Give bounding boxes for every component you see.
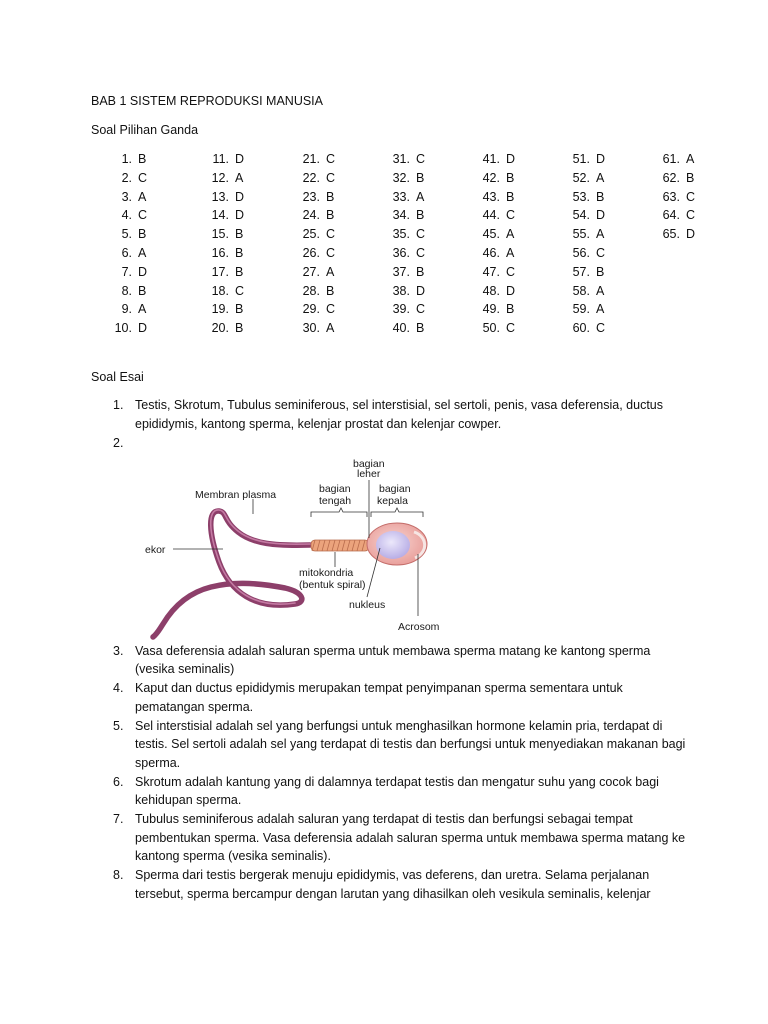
mc-answer-letter: C: [326, 170, 336, 185]
mc-answer-row: [294, 150, 335, 169]
mc-answer-row: [474, 206, 515, 225]
essay-item-number: 4.: [113, 681, 124, 695]
mc-answer-letter: C: [596, 321, 606, 336]
mc-question-number: 13.: [211, 189, 229, 204]
mc-answer-row: [294, 282, 335, 301]
mc-answer-letter: A: [596, 170, 605, 185]
mc-question-number: 42.: [482, 170, 500, 185]
mc-answer-letter: C: [138, 208, 148, 223]
mc-question-number: 64.: [662, 208, 680, 223]
chapter-title: BAB 1 SISTEM REPRODUKSI MANUSIA: [91, 94, 323, 108]
sperm-tail: [153, 511, 310, 637]
mc-answer-letter: B: [416, 170, 425, 185]
mc-answer-row: [564, 150, 605, 169]
mc-answer-letter: D: [138, 321, 148, 336]
mc-question-number: 16.: [211, 245, 229, 260]
mc-answer-row: [654, 169, 695, 188]
mc-answer-row: [384, 206, 425, 225]
mc-answer-row: [203, 169, 244, 188]
mc-question-number: 5.: [121, 227, 132, 242]
bracket-kepala: [371, 508, 423, 517]
mc-answer-letter: A: [506, 227, 515, 242]
mc-answer-row: [294, 225, 335, 244]
mc-question-number: 33.: [392, 189, 410, 204]
mc-question-number: 17.: [211, 264, 229, 279]
essay-item-text: Sel interstisial adalah sel yang berfungsi untuk menghasilkan hormone kelamin pria, terdapat di testis. Sel sertoli adalah sel yang terdapat di testis dan berfungsi untuk menyediakan makanan bagi sperma.: [135, 718, 686, 770]
mc-column-4: [384, 150, 425, 338]
label-bagian-leher-1: bagian: [353, 458, 385, 470]
mc-answer-letter: D: [235, 208, 245, 223]
mc-answer-row: [112, 169, 147, 188]
mc-answer-letter: B: [235, 264, 244, 279]
mc-answer-letter: A: [138, 189, 147, 204]
mc-answer-row: [294, 206, 335, 225]
mc-answer-row: [384, 188, 425, 207]
essay-item-number: 8.: [113, 868, 124, 882]
mc-answer-letter: C: [416, 302, 426, 317]
mc-answer-row: [112, 225, 147, 244]
mc-question-number: 54.: [572, 208, 590, 223]
mc-answer-letter: B: [235, 245, 244, 260]
mc-answer-row: [384, 150, 425, 169]
mc-answer-letter: C: [326, 302, 336, 317]
mc-question-number: 47.: [482, 264, 500, 279]
mc-question-number: 53.: [572, 189, 590, 204]
mc-answer-row: [203, 300, 244, 319]
essay-item-number: 6.: [113, 774, 124, 789]
mc-question-number: 65.: [662, 227, 680, 242]
essay-heading: Soal Esai: [91, 370, 144, 384]
mc-question-number: 35.: [392, 227, 410, 242]
mc-question-number: 11.: [212, 152, 229, 166]
mc-answer-letter: C: [506, 264, 516, 279]
mc-question-number: 44.: [482, 208, 500, 223]
mc-answer-letter: C: [686, 189, 696, 204]
mc-answer-letter: D: [506, 283, 516, 298]
mc-question-number: 58.: [572, 283, 590, 298]
mc-question-number: 41.: [482, 152, 500, 166]
mc-answer-letter: A: [596, 227, 605, 242]
mc-answer-row: [474, 300, 515, 319]
mc-question-number: 60.: [572, 321, 590, 336]
mc-question-number: 7.: [121, 264, 132, 279]
essay-item-number: 2.: [113, 435, 124, 450]
mc-answer-row: [564, 319, 605, 338]
essay-item-6: [91, 773, 691, 811]
mc-heading: Soal Pilihan Ganda: [91, 123, 199, 137]
label-bagian-leher-2: leher: [357, 468, 381, 480]
mc-answer-row: [112, 282, 147, 301]
mc-answer-row: [203, 206, 244, 225]
essay-item-3: [91, 642, 691, 680]
mc-answer-letter: C: [416, 227, 426, 242]
mc-question-number: 34.: [392, 208, 410, 223]
mc-answer-row: [654, 206, 695, 225]
mc-answer-letter: B: [596, 264, 605, 279]
mc-answer-letter: C: [506, 321, 516, 336]
mc-question-number: 45.: [482, 227, 500, 242]
mc-question-number: 39.: [392, 302, 410, 317]
label-nukleus: nukleus: [349, 599, 386, 611]
mc-answer-letter: B: [235, 302, 244, 317]
mc-answer-row: [474, 263, 515, 282]
mc-answer-row: [564, 169, 605, 188]
mc-answer-row: [474, 244, 515, 263]
mc-answer-letter: B: [326, 189, 335, 204]
mc-answer-row: [654, 188, 695, 207]
mc-answer-row: [203, 188, 244, 207]
mc-answer-row: [112, 150, 147, 169]
mc-question-number: 6.: [121, 245, 132, 260]
mc-column-5: [474, 150, 515, 338]
label-mitokondria-1: mitokondria: [299, 567, 354, 579]
mc-answer-row: [112, 319, 147, 338]
mc-answer-row: [203, 263, 244, 282]
mc-question-number: 40.: [392, 321, 410, 336]
mc-question-number: 21.: [302, 152, 320, 166]
mc-question-number: 30.: [302, 321, 320, 336]
mc-answer-letter: A: [326, 264, 335, 279]
essay-item-text: Vasa deferensia adalah saluran sperma untuk membawa sperma matang ke kantong sperma (vesika seminalis): [135, 643, 651, 677]
mc-question-number: 14.: [211, 208, 229, 223]
essay-item-number: 7.: [113, 812, 124, 826]
mc-answer-letter: B: [326, 283, 335, 298]
mc-answer-letter: D: [235, 152, 245, 166]
mc-answer-letter: B: [326, 208, 335, 223]
mc-answer-row: [112, 300, 147, 319]
mc-answer-row: [112, 244, 147, 263]
bracket-tengah: [311, 508, 367, 517]
mc-answer-letter: B: [416, 264, 425, 279]
mc-question-number: 3.: [121, 189, 132, 204]
essay-item-1: [91, 396, 691, 434]
mc-question-number: 49.: [482, 302, 500, 317]
mc-question-number: 37.: [392, 264, 410, 279]
essay-item-text: Testis, Skrotum, Tubulus seminiferous, sel interstisial, sel sertoli, penis, vasa deferensia, ductus epididymis, kantong sperma, kelenjar prostat dan kelenjar cowper.: [135, 398, 664, 431]
mc-answer-letter: C: [326, 227, 336, 242]
mc-answer-row: [474, 225, 515, 244]
mc-question-number: 4.: [121, 208, 132, 223]
label-bagian-kepala-1: bagian: [379, 483, 411, 495]
mc-answer-letter: C: [138, 170, 148, 185]
mc-column-2: [203, 150, 244, 338]
mc-answer-row: [384, 244, 425, 263]
mc-answer-letter: D: [416, 283, 426, 298]
mc-answer-letter: B: [596, 189, 605, 204]
mc-question-number: 63.: [662, 189, 680, 204]
mc-question-number: 27.: [302, 264, 320, 279]
mc-question-number: 1.: [121, 152, 132, 166]
mc-answer-letter: D: [686, 227, 696, 242]
mc-question-number: 31.: [392, 152, 410, 166]
mc-answer-letter: D: [138, 264, 148, 279]
mc-answer-letter: D: [596, 152, 606, 166]
mc-question-number: 2.: [121, 170, 132, 185]
mc-answer-row: [564, 282, 605, 301]
mc-answer-row: [474, 150, 515, 169]
mc-answer-row: [384, 319, 425, 338]
label-mitokondria-2: (bentuk spiral): [299, 579, 366, 591]
mc-question-number: 20.: [211, 321, 229, 336]
mc-answer-letter: A: [596, 283, 605, 298]
mc-answer-letter: D: [506, 152, 516, 166]
mc-question-number: 22.: [302, 170, 320, 185]
mc-answer-letter: B: [138, 283, 147, 298]
label-acrosom: Acrosom: [398, 621, 440, 633]
mc-answer-letter: A: [326, 321, 335, 336]
mc-column-6: [564, 150, 605, 338]
mc-answer-row: [564, 225, 605, 244]
mc-question-number: 9.: [121, 302, 132, 317]
mc-answer-letter: A: [138, 302, 147, 317]
mc-answer-letter: A: [686, 152, 695, 166]
mc-answer-letter: B: [138, 227, 147, 242]
essay-item-text: Kaput dan ductus epididymis merupakan tempat penyimpanan sperma sementara untuk pematangan sperma.: [135, 681, 623, 714]
essay-item-text: Skrotum adalah kantung yang di dalamnya terdapat testis dan mengatur suhu yang cocok bagi kehidupan sperma.: [135, 774, 659, 808]
mc-column-1: [112, 150, 147, 338]
mc-answer-row: [203, 150, 244, 169]
mc-answer-letter: B: [235, 227, 244, 242]
mc-answer-letter: D: [235, 189, 245, 204]
mc-answer-row: [294, 188, 335, 207]
mc-answer-row: [384, 300, 425, 319]
mc-answer-row: [112, 263, 147, 282]
label-ekor: ekor: [145, 544, 166, 556]
mc-answer-letter: C: [596, 245, 606, 260]
label-bagian-tengah-2: tengah: [319, 495, 352, 507]
mc-question-number: 62.: [662, 170, 680, 185]
mc-answer-row: [384, 282, 425, 301]
mc-question-number: 32.: [392, 170, 410, 185]
mc-answer-letter: A: [506, 245, 515, 260]
mc-answer-row: [384, 263, 425, 282]
mc-answer-row: [294, 263, 335, 282]
mc-question-number: 26.: [302, 245, 320, 260]
mc-answer-letter: B: [416, 208, 425, 223]
mc-answer-row: [203, 282, 244, 301]
essay-item-text: Sperma dari testis bergerak menuju epididymis, vas deferens, dan uretra. Selama perjalanan tersebut, sperma bercampur dengan larutan yang dihasilkan oleh vesikula seminalis, kelenjar: [135, 868, 651, 901]
sperm-diagram: [135, 454, 445, 640]
mc-question-number: 23.: [302, 189, 320, 204]
mc-answer-letter: B: [235, 321, 244, 336]
mc-answer-letter: B: [506, 170, 515, 185]
essay-item-number: 5.: [113, 718, 124, 733]
mc-answer-row: [203, 244, 244, 263]
mc-answer-letter: C: [326, 245, 336, 260]
mc-answer-letter: A: [416, 189, 425, 204]
mc-column-3: [294, 150, 335, 338]
mc-question-number: 43.: [482, 189, 500, 204]
mc-question-number: 38.: [392, 283, 410, 298]
essay-item-number: 3.: [113, 643, 124, 658]
mc-answer-letter: C: [416, 152, 426, 166]
mc-answer-letter: C: [686, 208, 696, 223]
label-bagian-tengah-1: bagian: [319, 483, 351, 495]
label-membran-plasma: Membran plasma: [195, 489, 277, 501]
essay-item-4: [91, 679, 691, 717]
mc-question-number: 10.: [114, 321, 132, 336]
mc-answer-row: [474, 188, 515, 207]
mc-answer-letter: B: [506, 302, 515, 317]
mc-answer-letter: B: [506, 189, 515, 204]
mc-answer-letter: B: [686, 170, 695, 185]
mc-answer-letter: C: [235, 283, 245, 298]
mc-question-number: 28.: [302, 283, 320, 298]
mc-answer-letter: C: [416, 245, 426, 260]
mc-question-number: 12.: [211, 170, 229, 185]
mc-answer-letter: B: [416, 321, 425, 336]
mc-question-number: 29.: [302, 302, 320, 317]
mc-answer-row: [564, 188, 605, 207]
essay-item-text: Tubulus seminiferous adalah saluran yang terdapat di testis dan berfungsi sebagai tempat pembentukan sperma. Vasa deferensia adalah saluran sperma untuk membawa sperma matang ke kantong sperma (vesika seminalis).: [135, 812, 686, 864]
mc-answer-letter: A: [235, 170, 244, 185]
mc-answer-letter: C: [326, 152, 336, 166]
essay-item-8: [91, 866, 691, 904]
mc-question-number: 55.: [572, 227, 590, 242]
mc-answer-letter: A: [138, 245, 147, 260]
mc-question-number: 61.: [662, 152, 680, 166]
mc-answer-row: [564, 206, 605, 225]
mc-answer-row: [294, 319, 335, 338]
label-bagian-kepala-2: kepala: [377, 495, 408, 507]
mc-question-number: 48.: [482, 283, 500, 298]
mc-answer-letter: A: [596, 302, 605, 317]
mc-question-number: 52.: [572, 170, 590, 185]
essay-item-7: [91, 810, 691, 866]
mc-question-number: 51.: [572, 152, 590, 166]
mc-question-number: 24.: [302, 208, 320, 223]
mc-answer-row: [112, 206, 147, 225]
mc-answer-row: [474, 319, 515, 338]
mc-question-number: 8.: [121, 283, 132, 298]
mc-column-7: [654, 150, 695, 244]
mc-answer-row: [474, 169, 515, 188]
mc-answer-row: [384, 225, 425, 244]
mc-answer-row: [203, 225, 244, 244]
mc-question-number: 50.: [482, 321, 500, 336]
mc-question-number: 36.: [392, 245, 410, 260]
mc-answer-row: [474, 282, 515, 301]
mc-answer-row: [564, 263, 605, 282]
mc-answer-row: [654, 150, 695, 169]
mc-question-number: 46.: [482, 245, 500, 260]
mc-question-number: 18.: [211, 283, 229, 298]
mc-question-number: 56.: [572, 245, 590, 260]
mc-answer-row: [654, 225, 695, 244]
mc-question-number: 15.: [211, 227, 229, 242]
mc-question-number: 57.: [572, 264, 590, 279]
mc-answer-row: [564, 300, 605, 319]
essay-item-5: [91, 717, 691, 773]
mc-answer-letter: D: [596, 208, 606, 223]
mc-question-number: 19.: [211, 302, 229, 317]
mc-answer-row: [384, 169, 425, 188]
mc-answer-row: [203, 319, 244, 338]
mc-question-number: 25.: [302, 227, 320, 242]
essay-item-number: 1.: [113, 398, 124, 412]
mc-answer-row: [294, 244, 335, 263]
mc-question-number: 59.: [572, 302, 590, 317]
mc-answer-row: [294, 169, 335, 188]
mc-answer-letter: B: [138, 152, 147, 166]
mc-answer-row: [564, 244, 605, 263]
mc-answer-letter: C: [506, 208, 516, 223]
sperm-nucleus: [376, 531, 410, 559]
mc-answer-row: [112, 188, 147, 207]
mc-answer-row: [294, 300, 335, 319]
